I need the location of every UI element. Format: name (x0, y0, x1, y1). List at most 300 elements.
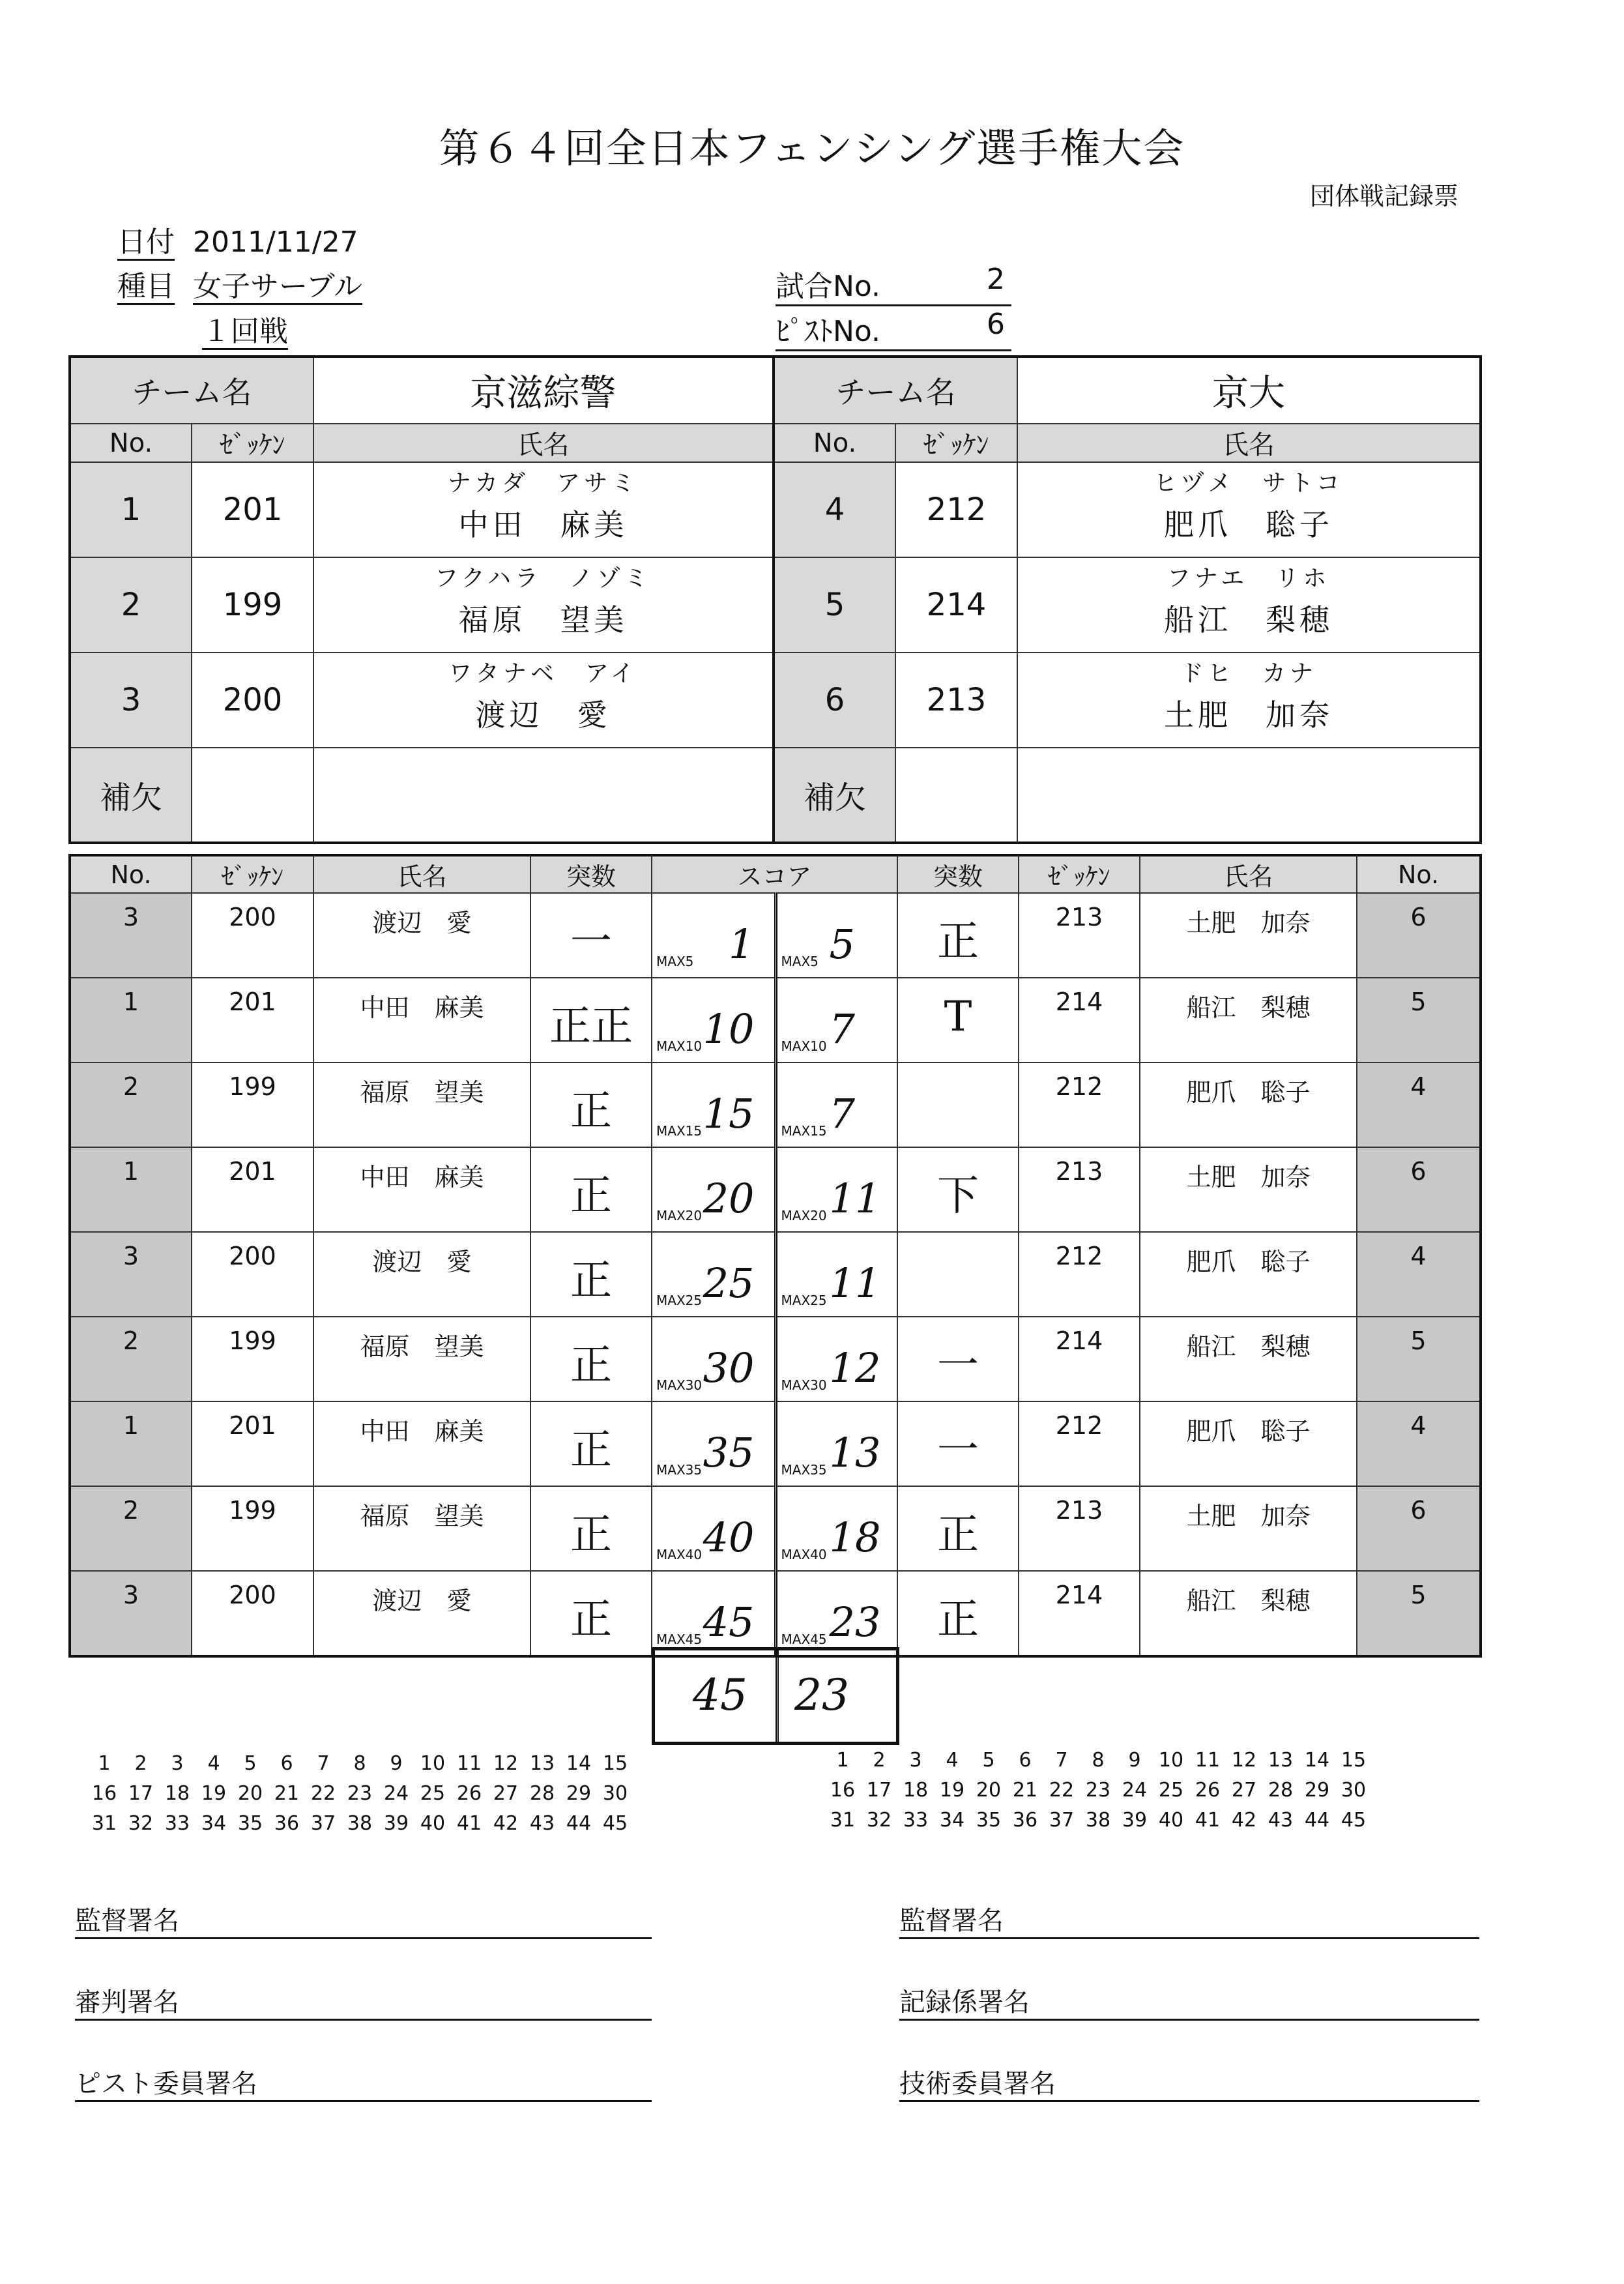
left-tally-mark: 正 (570, 1087, 612, 1135)
touch-count-number[interactable]: 4 (207, 1752, 220, 1775)
touch-count-number[interactable]: 9 (1128, 1749, 1141, 1772)
member-bib: 200 (192, 652, 313, 748)
touch-count-number[interactable]: 24 (1122, 1779, 1148, 1802)
touch-count-number[interactable]: 42 (1231, 1809, 1257, 1832)
bout-row (70, 1062, 1481, 1147)
touch-count-number[interactable]: 20 (976, 1779, 1002, 1802)
bout-right-no: 4 (1357, 1401, 1481, 1486)
touch-count-number[interactable]: 18 (903, 1779, 929, 1802)
touch-count-number[interactable]: 24 (383, 1782, 409, 1805)
final-score-right: 23 (794, 1670, 849, 1720)
bout-right-bib: 213 (1019, 1147, 1140, 1232)
right-tally-mark: 一 (937, 1426, 979, 1474)
bout-right-name: 土肥 加奈 (1140, 1147, 1357, 1232)
touch-count-row (824, 1746, 1372, 1776)
touch-count-row (824, 1776, 1372, 1806)
bout-row (70, 1147, 1481, 1232)
touch-count-number[interactable]: 32 (866, 1809, 892, 1832)
max-label: MAX5 (781, 954, 819, 969)
col-name: 氏名 (1017, 424, 1481, 462)
member-kana: ドヒ カナ (1180, 660, 1317, 687)
touch-count-number[interactable]: 16 (91, 1782, 117, 1805)
bout-right-bib: 214 (1019, 1571, 1140, 1656)
member-name: 肥爪 聡子 (1164, 507, 1333, 542)
reserve-label: 補欠 (774, 748, 895, 843)
bout-right-score-cell (776, 1486, 897, 1571)
signature-technical-official[interactable]: 技術委員署名 (899, 2063, 1479, 2102)
bout-left-score-cell (652, 1147, 776, 1232)
left-tally-mark: 正 (570, 1172, 612, 1220)
bout-left-name: 中田 麻美 (313, 1147, 530, 1232)
touch-count-number[interactable]: 33 (164, 1812, 190, 1835)
member-name-cell (1017, 652, 1481, 748)
touch-count-number[interactable]: 25 (420, 1782, 446, 1805)
bout-right-name: 土肥 加奈 (1140, 893, 1357, 978)
bout-right-no: 5 (1357, 978, 1481, 1062)
touch-count-number[interactable]: 38 (347, 1812, 373, 1835)
bout-right-touches (897, 1401, 1019, 1486)
bout-right-no: 6 (1357, 893, 1481, 978)
col-bib: ｾﾞｯｹﾝ (192, 855, 313, 893)
reserve-bib (895, 748, 1017, 843)
bout-row (70, 1486, 1481, 1571)
touch-count-number[interactable]: 41 (456, 1812, 482, 1835)
bout-left-score: 10 (703, 1005, 755, 1053)
bout-right-score: 7 (829, 1090, 855, 1137)
left-tally-mark: 正 (570, 1426, 612, 1474)
touch-count-number[interactable]: 17 (866, 1779, 892, 1802)
touch-count-grid-right (824, 1746, 1372, 1836)
reserve-name (313, 748, 774, 843)
date-value: 2011/11/27 (193, 226, 358, 259)
round-value: １回戦 (202, 315, 288, 350)
touch-count-number[interactable]: 20 (237, 1782, 263, 1805)
bout-right-bib: 212 (1019, 1062, 1140, 1147)
bout-right-name: 土肥 加奈 (1140, 1486, 1357, 1571)
member-name-cell (1017, 462, 1481, 557)
touch-count-number[interactable]: 43 (1268, 1809, 1294, 1832)
touch-count-row (824, 1806, 1372, 1836)
member-bib: 214 (895, 557, 1017, 652)
bout-right-touches (897, 1062, 1019, 1147)
bout-left-no: 1 (70, 1401, 192, 1486)
bout-right-bib: 213 (1019, 893, 1140, 978)
touch-count-number[interactable]: 12 (1231, 1749, 1257, 1772)
bout-right-bib: 214 (1019, 1317, 1140, 1401)
member-kana: ワタナベ アイ (448, 660, 638, 687)
touch-count-number[interactable]: 6 (1019, 1749, 1032, 1772)
touch-count-number[interactable]: 28 (529, 1782, 555, 1805)
touch-count-number[interactable]: 14 (566, 1752, 592, 1775)
touch-count-number[interactable]: 15 (602, 1752, 628, 1775)
bout-left-no: 2 (70, 1486, 192, 1571)
bout-left-touches (530, 978, 652, 1062)
bout-right-touches (897, 1486, 1019, 1571)
bout-left-no: 1 (70, 978, 192, 1062)
event-value: 女子サーブル (193, 270, 362, 305)
touch-count-number[interactable]: 25 (1158, 1779, 1184, 1802)
max-label: MAX25 (781, 1293, 827, 1308)
touch-count-number[interactable]: 39 (383, 1812, 409, 1835)
bout-row (70, 1232, 1481, 1317)
final-score-left: 45 (693, 1670, 747, 1720)
bout-right-score: 13 (829, 1429, 881, 1476)
bout-right-no: 6 (1357, 1147, 1481, 1232)
team-name-label: チーム名 (774, 357, 1017, 424)
right-tally-mark: 正 (937, 1596, 979, 1644)
max-label: MAX35 (656, 1462, 703, 1478)
bout-right-touches (897, 1147, 1019, 1232)
bout-row (70, 1571, 1481, 1656)
touch-count-number[interactable]: 34 (201, 1812, 227, 1835)
touch-count-number[interactable]: 3 (909, 1749, 922, 1772)
col-bib: ｾﾞｯｹﾝ (1019, 855, 1140, 893)
bout-right-no: 5 (1357, 1571, 1481, 1656)
touch-count-grid-left (86, 1749, 633, 1839)
touch-count-number[interactable]: 16 (830, 1779, 856, 1802)
bout-right-score: 18 (829, 1514, 881, 1561)
bout-left-name: 福原 望美 (313, 1486, 530, 1571)
bout-row (70, 893, 1481, 978)
bout-right-score-cell (776, 1232, 897, 1317)
bout-left-bib: 199 (192, 1317, 313, 1401)
touch-count-number[interactable]: 44 (1304, 1809, 1330, 1832)
member-row (774, 557, 1481, 652)
bout-right-touches (897, 978, 1019, 1062)
bout-right-score: 23 (829, 1598, 881, 1646)
max-label: MAX10 (656, 1038, 703, 1054)
bout-left-touches (530, 1571, 652, 1656)
touch-count-number[interactable]: 22 (1049, 1779, 1075, 1802)
bout-left-touches (530, 1062, 652, 1147)
match-no-label: 試合No. (776, 270, 881, 303)
member-no: 3 (70, 652, 192, 748)
touch-count-number[interactable]: 3 (171, 1752, 184, 1775)
touch-count-number[interactable]: 45 (1341, 1809, 1367, 1832)
touch-count-number[interactable]: 40 (420, 1812, 446, 1835)
bout-left-bib: 201 (192, 1401, 313, 1486)
bout-right-name: 肥爪 聡子 (1140, 1401, 1357, 1486)
bout-left-name: 渡辺 愛 (313, 893, 530, 978)
touch-count-number[interactable]: 9 (390, 1752, 403, 1775)
team-right-table (772, 355, 1482, 844)
bout-left-name: 福原 望美 (313, 1062, 530, 1147)
bout-left-score: 30 (703, 1344, 755, 1392)
bout-right-bib: 213 (1019, 1486, 1140, 1571)
touch-count-row (86, 1809, 633, 1839)
touch-count-number[interactable]: 2 (873, 1749, 886, 1772)
bout-right-score-cell (776, 1147, 897, 1232)
member-row (70, 557, 774, 652)
bout-left-bib: 200 (192, 1232, 313, 1317)
bout-left-touches (530, 1317, 652, 1401)
touch-count-number[interactable]: 7 (1055, 1749, 1068, 1772)
bout-left-score-cell (652, 1571, 776, 1656)
member-name-cell (313, 462, 774, 557)
touch-count-number[interactable]: 29 (566, 1782, 592, 1805)
bout-right-no: 4 (1357, 1062, 1481, 1147)
bout-left-score-cell (652, 1232, 776, 1317)
signature-manager-left[interactable]: 監督署名 (75, 1900, 652, 1939)
bout-left-score: 20 (703, 1175, 755, 1222)
touch-count-number[interactable]: 43 (529, 1812, 555, 1835)
signature-manager-right[interactable]: 監督署名 (899, 1900, 1479, 1939)
right-tally-mark: T (944, 993, 972, 1041)
touch-count-number[interactable]: 11 (456, 1752, 482, 1775)
bout-right-score-cell (776, 1401, 897, 1486)
touch-count-number[interactable]: 7 (317, 1752, 330, 1775)
touch-count-number[interactable]: 42 (493, 1812, 519, 1835)
touch-count-number[interactable]: 31 (91, 1812, 117, 1835)
touch-count-number[interactable]: 1 (836, 1749, 849, 1772)
touch-count-number[interactable]: 6 (280, 1752, 293, 1775)
event-row (117, 263, 362, 304)
touch-count-number[interactable]: 39 (1122, 1809, 1148, 1832)
touch-count-number[interactable]: 29 (1304, 1779, 1330, 1802)
touch-count-number[interactable]: 34 (939, 1809, 965, 1832)
max-label: MAX15 (781, 1123, 827, 1139)
max-label: MAX10 (781, 1038, 827, 1054)
left-tally-mark: 正 (570, 1257, 612, 1305)
touch-count-number[interactable]: 38 (1085, 1809, 1111, 1832)
touch-count-number[interactable]: 5 (982, 1749, 995, 1772)
col-name: 氏名 (313, 424, 774, 462)
member-name-cell (313, 652, 774, 748)
touch-count-number[interactable]: 21 (1012, 1779, 1038, 1802)
col-bib: ｾﾞｯｹﾝ (895, 424, 1017, 462)
bout-right-score: 11 (829, 1175, 881, 1222)
touch-count-number[interactable]: 33 (903, 1809, 929, 1832)
member-kana: ナカダ アサミ (447, 470, 639, 497)
bout-row (70, 1401, 1481, 1486)
bout-right-bib: 212 (1019, 1232, 1140, 1317)
touch-count-number[interactable]: 40 (1158, 1809, 1184, 1832)
signature-piste-official[interactable]: ピスト委員署名 (75, 2063, 652, 2102)
touch-count-number[interactable]: 2 (134, 1752, 147, 1775)
member-no: 2 (70, 557, 192, 652)
touch-count-number[interactable]: 44 (566, 1812, 592, 1835)
member-row (774, 652, 1481, 748)
bout-left-touches (530, 1232, 652, 1317)
bout-left-no: 2 (70, 1317, 192, 1401)
bout-left-score: 45 (703, 1598, 755, 1646)
bout-row (70, 978, 1481, 1062)
touch-count-number[interactable]: 12 (493, 1752, 519, 1775)
touch-count-number[interactable]: 10 (1158, 1749, 1184, 1772)
touch-count-number[interactable]: 45 (602, 1812, 628, 1835)
member-name-cell (1017, 557, 1481, 652)
touch-count-number[interactable]: 5 (244, 1752, 257, 1775)
bout-right-score: 11 (829, 1259, 881, 1307)
reserve-name (1017, 748, 1481, 843)
touch-count-number[interactable]: 23 (1085, 1779, 1111, 1802)
touch-count-number[interactable]: 4 (946, 1749, 959, 1772)
event-label: 種目 (117, 270, 175, 305)
touch-count-number[interactable]: 36 (1012, 1809, 1038, 1832)
member-name: 中田 麻美 (458, 507, 628, 542)
max-label: MAX15 (656, 1123, 703, 1139)
member-name: 渡辺 愛 (475, 697, 611, 733)
bout-left-touches (530, 1401, 652, 1486)
left-tally-mark: 正 (570, 1341, 612, 1390)
bout-left-score-cell (652, 893, 776, 978)
max-label: MAX45 (781, 1632, 827, 1647)
member-no: 5 (774, 557, 895, 652)
touch-count-number[interactable]: 30 (602, 1782, 628, 1805)
bout-left-bib: 200 (192, 893, 313, 978)
touch-count-number[interactable]: 15 (1341, 1749, 1367, 1772)
touch-count-number[interactable]: 28 (1268, 1779, 1294, 1802)
touch-count-number[interactable]: 8 (1092, 1749, 1105, 1772)
touch-count-number[interactable]: 35 (237, 1812, 263, 1835)
bout-left-score: 35 (703, 1429, 755, 1476)
match-no-row (776, 263, 1011, 306)
bout-right-touches (897, 1571, 1019, 1656)
bout-left-no: 3 (70, 1232, 192, 1317)
col-bib: ｾﾞｯｹﾝ (192, 424, 313, 462)
member-row (70, 652, 774, 748)
col-score: スコア (652, 855, 897, 893)
bout-left-touches (530, 1486, 652, 1571)
bout-left-name: 中田 麻美 (313, 1401, 530, 1486)
col-no: No. (1357, 855, 1481, 893)
bout-right-score: 5 (829, 920, 855, 968)
touch-count-number[interactable]: 1 (98, 1752, 111, 1775)
touch-count-number[interactable]: 23 (347, 1782, 373, 1805)
reserve-bib (192, 748, 313, 843)
touch-count-number[interactable]: 10 (420, 1752, 446, 1775)
touch-count-number[interactable]: 21 (274, 1782, 300, 1805)
bout-left-touches (530, 893, 652, 978)
signature-recorder[interactable]: 記録係署名 (899, 1982, 1479, 2021)
touch-count-number[interactable]: 18 (164, 1782, 190, 1805)
touch-count-number[interactable]: 14 (1304, 1749, 1330, 1772)
reserve-label: 補欠 (70, 748, 192, 843)
touch-count-number[interactable]: 35 (976, 1809, 1002, 1832)
member-no: 6 (774, 652, 895, 748)
bout-left-name: 渡辺 愛 (313, 1232, 530, 1317)
bout-left-bib: 199 (192, 1486, 313, 1571)
bout-left-name: 渡辺 愛 (313, 1571, 530, 1656)
max-label: MAX20 (656, 1208, 703, 1223)
touch-count-row (86, 1779, 633, 1809)
touch-count-number[interactable]: 37 (310, 1812, 336, 1835)
bout-right-score: 12 (829, 1344, 881, 1392)
max-label: MAX25 (656, 1293, 703, 1308)
final-score-right-box (776, 1647, 899, 1745)
right-tally-mark: 正 (937, 918, 979, 966)
touch-count-number[interactable]: 13 (1268, 1749, 1294, 1772)
member-kana: ヒヅメ サトコ (1153, 470, 1344, 497)
max-label: MAX5 (656, 954, 694, 969)
max-label: MAX20 (781, 1208, 827, 1223)
touch-count-number[interactable]: 19 (201, 1782, 227, 1805)
bout-right-touches (897, 1317, 1019, 1401)
touch-count-row (86, 1749, 633, 1779)
bout-left-score-cell (652, 1401, 776, 1486)
bout-left-score-cell (652, 978, 776, 1062)
col-no: No. (70, 424, 192, 462)
col-name: 氏名 (1140, 855, 1357, 893)
touch-count-number[interactable]: 13 (529, 1752, 555, 1775)
touch-count-number[interactable]: 19 (939, 1779, 965, 1802)
touch-count-number[interactable]: 30 (1341, 1779, 1367, 1802)
team-name-value: 京大 (1017, 357, 1481, 424)
bout-left-score-cell (652, 1317, 776, 1401)
left-tally-mark: 正 (570, 1511, 612, 1559)
member-bib: 213 (895, 652, 1017, 748)
bout-right-score-cell (776, 1571, 897, 1656)
bout-right-no: 4 (1357, 1232, 1481, 1317)
team-name-value: 京滋綜警 (313, 357, 774, 424)
member-kana: フクハラ ノゾミ (435, 565, 652, 592)
bout-left-touches (530, 1147, 652, 1232)
touch-count-number[interactable]: 27 (493, 1782, 519, 1805)
member-bib: 212 (895, 462, 1017, 557)
bout-right-score-cell (776, 978, 897, 1062)
bout-right-score: 7 (829, 1005, 855, 1053)
member-row (70, 462, 774, 557)
touch-count-number[interactable]: 32 (128, 1812, 154, 1835)
bout-left-bib: 200 (192, 1571, 313, 1656)
signature-referee[interactable]: 審判署名 (75, 1982, 652, 2021)
member-no: 4 (774, 462, 895, 557)
touch-count-number[interactable]: 27 (1231, 1779, 1257, 1802)
member-row (774, 462, 1481, 557)
right-tally-mark: 下 (937, 1172, 979, 1220)
max-label: MAX40 (656, 1547, 703, 1562)
form-subtitle: 団体戦記録票 (1310, 182, 1459, 211)
member-bib: 201 (192, 462, 313, 557)
touch-count-number[interactable]: 31 (830, 1809, 856, 1832)
page-title: 第６４回全日本フェンシング選手権大会 (439, 124, 1185, 172)
max-label: MAX30 (781, 1377, 827, 1393)
member-no: 1 (70, 462, 192, 557)
col-touches: 突数 (530, 855, 652, 893)
bout-right-name: 船江 梨穂 (1140, 978, 1357, 1062)
touch-count-number[interactable]: 8 (353, 1752, 366, 1775)
touch-count-number[interactable]: 26 (456, 1782, 482, 1805)
bout-right-touches (897, 1232, 1019, 1317)
bout-right-name: 肥爪 聡子 (1140, 1062, 1357, 1147)
bout-right-name: 船江 梨穂 (1140, 1571, 1357, 1656)
member-name: 船江 梨穂 (1164, 602, 1333, 637)
left-tally-mark: 正正 (549, 1003, 633, 1051)
date-row (117, 218, 358, 260)
member-name: 福原 望美 (458, 602, 628, 637)
bout-right-name: 肥爪 聡子 (1140, 1232, 1357, 1317)
touch-count-number[interactable]: 11 (1195, 1749, 1221, 1772)
member-name-cell (313, 557, 774, 652)
bout-right-score-cell (776, 1317, 897, 1401)
left-tally-mark: 一 (570, 918, 612, 966)
touch-count-number[interactable]: 41 (1195, 1809, 1221, 1832)
bout-right-bib: 212 (1019, 1401, 1140, 1486)
bout-left-bib: 201 (192, 1147, 313, 1232)
touch-count-number[interactable]: 37 (1049, 1809, 1075, 1832)
bout-right-score-cell (776, 1062, 897, 1147)
touch-count-number[interactable]: 26 (1195, 1779, 1221, 1802)
member-bib: 199 (192, 557, 313, 652)
touch-count-number[interactable]: 36 (274, 1812, 300, 1835)
bout-left-bib: 201 (192, 978, 313, 1062)
piste-no-row (776, 308, 1011, 351)
touch-count-number[interactable]: 22 (310, 1782, 336, 1805)
left-tally-mark: 正 (570, 1596, 612, 1644)
date-label: 日付 (117, 226, 175, 261)
touch-count-number[interactable]: 17 (128, 1782, 154, 1805)
member-kana: フナエ リホ (1167, 565, 1331, 592)
